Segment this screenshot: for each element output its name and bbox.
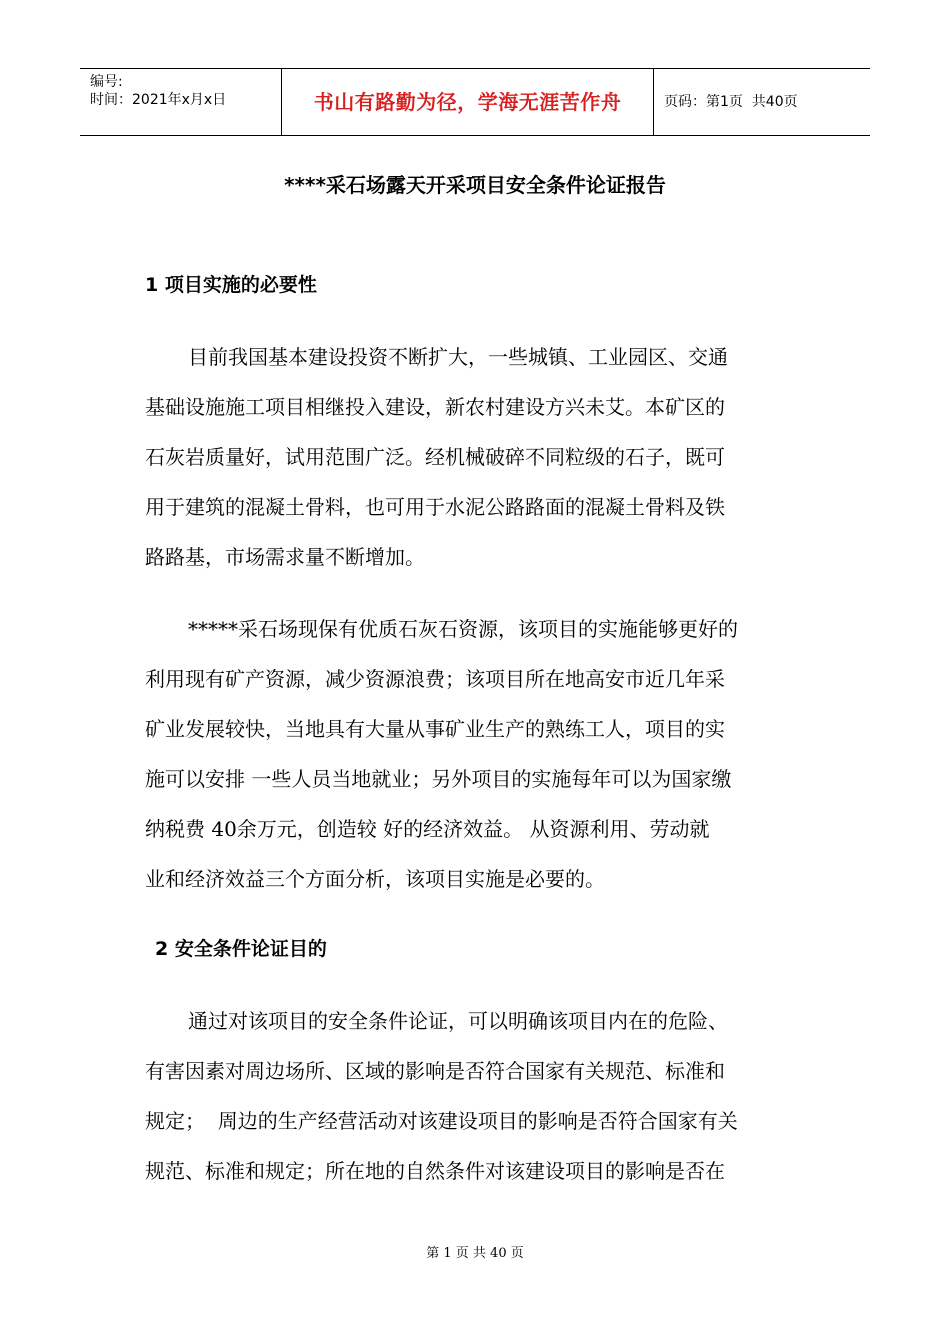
paragraph-line: 施可以安排 一些人员当地就业；另外项目的实施每年可以为国家缴 bbox=[145, 767, 732, 791]
paragraph-line: 有害因素对周边场所、区域的影响是否符合国家有关规范、标准和 bbox=[145, 1059, 725, 1083]
paragraph-line: 规定； 周边的生产经营活动对该建设项目的影响是否符合国家有关 bbox=[145, 1109, 738, 1133]
section-2-heading: 2 安全条件论证目的 bbox=[155, 938, 327, 960]
paragraph-line: 目前我国基本建设投资不断扩大，一些城镇、工业园区、交通 bbox=[188, 345, 728, 369]
paragraph-line: 石灰岩质量好，试用范围广泛。经机械破碎不同粒级的石子，既可 bbox=[145, 445, 725, 469]
paragraph-line: 通过对该项目的安全条件论证，可以明确该项目内在的危险、 bbox=[188, 1009, 728, 1033]
paragraph-line: 业和经济效益三个方面分析，该项目实施是必要的。 bbox=[145, 867, 605, 891]
header-date-label: 时间：2021年x月x日 bbox=[90, 92, 227, 108]
document-title: ****采石场露天开采项目安全条件论证报告 bbox=[284, 173, 666, 197]
header-meta-cell bbox=[80, 69, 282, 135]
paragraph-line: 利用现有矿产资源，减少资源浪费；该项目所在地高安市近几年采 bbox=[145, 667, 725, 691]
paragraph-line: 纳税费 40余万元，创造较 好的经济效益。 从资源利用、劳动就 bbox=[145, 817, 710, 841]
paragraph-line: 基础设施施工项目相继投入建设，新农村建设方兴未艾。本矿区的 bbox=[145, 395, 725, 419]
paragraph-line: 用于建筑的混凝土骨料，也可用于水泥公路路面的混凝土骨料及铁 bbox=[145, 495, 725, 519]
header-number-label: 编号: bbox=[90, 74, 123, 90]
paragraph-line: 路路基，市场需求量不断增加。 bbox=[145, 545, 425, 569]
page-header bbox=[80, 68, 870, 136]
page-footer: 第 1 页 共 40 页 bbox=[426, 1246, 524, 1261]
paragraph-line: *****采石场现保有优质石灰石资源，该项目的实施能够更好的 bbox=[188, 617, 738, 641]
paragraph-line: 规范、标准和规定；所在地的自然条件对该建设项目的影响是否在 bbox=[145, 1159, 725, 1183]
paragraph-line: 矿业发展较快，当地具有大量从事矿业生产的熟练工人，项目的实 bbox=[145, 717, 725, 741]
section-1-heading: 1 项目实施的必要性 bbox=[145, 274, 317, 296]
header-page-info: 页码：第1页 共40页 bbox=[664, 94, 798, 110]
header-motto: 书山有路勤为径，学海无涯苦作舟 bbox=[282, 69, 654, 135]
